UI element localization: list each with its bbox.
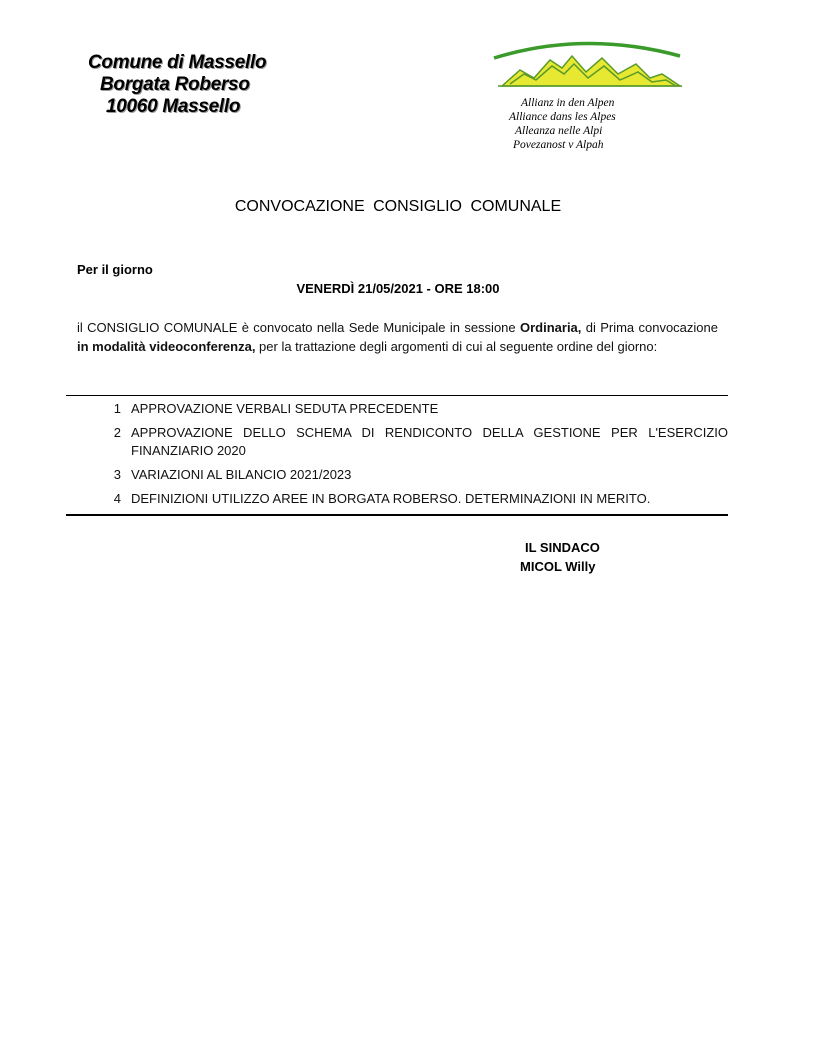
agenda-item: [66, 424, 728, 460]
logo-line-it: Alleanza nelle Alpi: [515, 125, 603, 137]
meeting-datetime: VENERDÌ 21/05/2021 - ORE 18:00: [296, 281, 500, 296]
document-title: CONVOCAZIONE CONSIGLIO COMUNALE: [234, 198, 562, 215]
signature-name: MICOL Willy: [520, 559, 596, 574]
session-type: Ordinaria,: [519, 320, 582, 335]
municipality-postal: 10060 Massello: [106, 96, 241, 117]
agenda-text: VARIAZIONI AL BILANCIO 2021/2023: [131, 467, 352, 482]
municipality-name: Comune di Massello: [88, 52, 267, 73]
intro-paragraph: [77, 318, 718, 356]
logo-arc: [494, 43, 680, 58]
logo-line-sl: Povezanost v Alpah: [513, 139, 604, 151]
agenda-list: [66, 395, 728, 516]
agenda-number: 4: [113, 491, 121, 506]
logo-line-fr: Alliance dans les Alpes: [509, 111, 616, 123]
agenda-number: 3: [113, 467, 121, 482]
signature-role: IL SINDACO: [525, 540, 600, 555]
signature-block: [520, 538, 600, 576]
date-label: Per il giorno: [77, 262, 153, 277]
municipality-header: [88, 52, 266, 118]
agenda-text: APPROVAZIONE DELLO SCHEMA DI RENDICONTO DELLA GESTIONE PER L'ESERCIZIO FINANZIARIO 2020: [131, 425, 728, 458]
municipality-hamlet: Borgata Roberso: [100, 74, 250, 95]
intro-part3: per la trattazione degli argomenti di cui al seguente ordine del giorno:: [255, 339, 658, 354]
intro-part1: il CONSIGLIO COMUNALE è convocato nella Sede Municipale in sessione: [77, 320, 520, 335]
logo-line-de: Allianz in den Alpen: [521, 97, 615, 109]
agenda-text: DEFINIZIONI UTILIZZO AREE IN BORGATA ROBERSO. DETERMINAZIONI IN MERITO.: [131, 491, 651, 506]
logo-caption: [505, 96, 616, 152]
intro-part2: di Prima convocazione: [581, 320, 718, 335]
meeting-mode: in modalità videoconferenza,: [77, 339, 256, 354]
agenda-number: 1: [113, 401, 121, 416]
agenda-item: [66, 466, 728, 484]
agenda-text: APPROVAZIONE VERBALI SEDUTA PRECEDENTE: [131, 401, 439, 416]
agenda-item: [66, 490, 728, 508]
agenda-number: 2: [113, 425, 121, 440]
agenda-item: [66, 400, 728, 418]
